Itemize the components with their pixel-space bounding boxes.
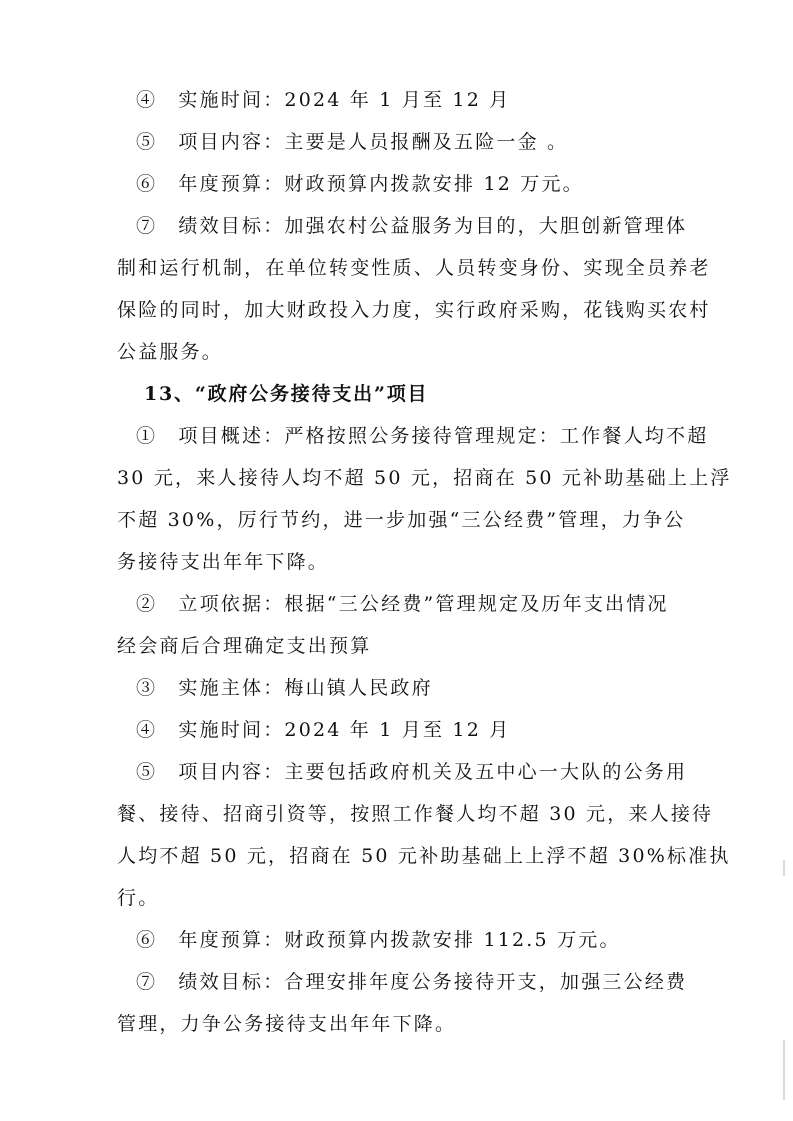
text-line-project-content-1: ⑤ 项目内容：主要是人员报酬及五险一金 。	[136, 131, 569, 153]
scan-edge-mark	[783, 860, 785, 876]
text-line-implementer: ③ 实施主体：梅山镇人民政府	[136, 677, 433, 699]
text-line-performance-goal-2-cont-1: 管理，力争公务接待支出年年下降。	[117, 1013, 457, 1035]
text-line-overview: ① 项目概述：严格按照公务接待管理规定：工作餐人均不超	[136, 425, 709, 447]
section-heading-13: 13、“政府公务接待支出”项目	[144, 383, 429, 405]
text-line-overview-cont-3: 务接待支出年年下降。	[117, 551, 330, 573]
text-line-overview-cont-1: 30 元，来人接待人均不超 50 元，招商在 50 元补助基础上上浮	[117, 467, 732, 489]
scan-edge-mark	[783, 1040, 785, 1100]
text-line-basis: ② 立项依据：根据“三公经费”管理规定及历年支出情况	[136, 593, 669, 615]
text-line-implementation-time-2: ④ 实施时间：2024 年 1 月至 12 月	[136, 719, 511, 741]
text-line-performance-goal-1-cont-2: 保险的同时，加大财政投入力度，实行政府采购，花钱购买农村	[117, 299, 711, 321]
text-line-annual-budget-2: ⑥ 年度预算：财政预算内拨款安排 112.5 万元。	[136, 929, 621, 951]
text-line-overview-cont-2: 不超 30%，厉行节约，进一步加强“三公经费”管理，力争公	[117, 509, 686, 531]
text-line-performance-goal-1-cont-3: 公益服务。	[117, 341, 224, 363]
text-line-project-content-2-cont-3: 行。	[117, 887, 160, 909]
text-line-performance-goal-1-cont-1: 制和运行机制，在单位转变性质、人员转变身份、实现全员养老	[117, 257, 711, 279]
text-line-annual-budget-1: ⑥ 年度预算：财政预算内拨款安排 12 万元。	[136, 173, 584, 195]
text-line-project-content-2: ⑤ 项目内容：主要包括政府机关及五中心一大队的公务用	[136, 761, 688, 783]
text-line-project-content-2-cont-1: 餐、接待、招商引资等，按照工作餐人均不超 30 元，来人接待	[117, 803, 714, 825]
text-line-basis-cont-1: 经会商后合理确定支出预算	[117, 635, 372, 657]
text-line-project-content-2-cont-2: 人均不超 50 元，招商在 50 元补助基础上上浮不超 30%标准执	[117, 845, 731, 867]
text-line-performance-goal-1: ⑦ 绩效目标：加强农村公益服务为目的，大胆创新管理体	[136, 215, 688, 237]
text-line-performance-goal-2: ⑦ 绩效目标：合理安排年度公务接待开支，加强三公经费	[136, 971, 688, 993]
text-line-implementation-time-1: ④ 实施时间：2024 年 1 月至 12 月	[136, 89, 511, 111]
